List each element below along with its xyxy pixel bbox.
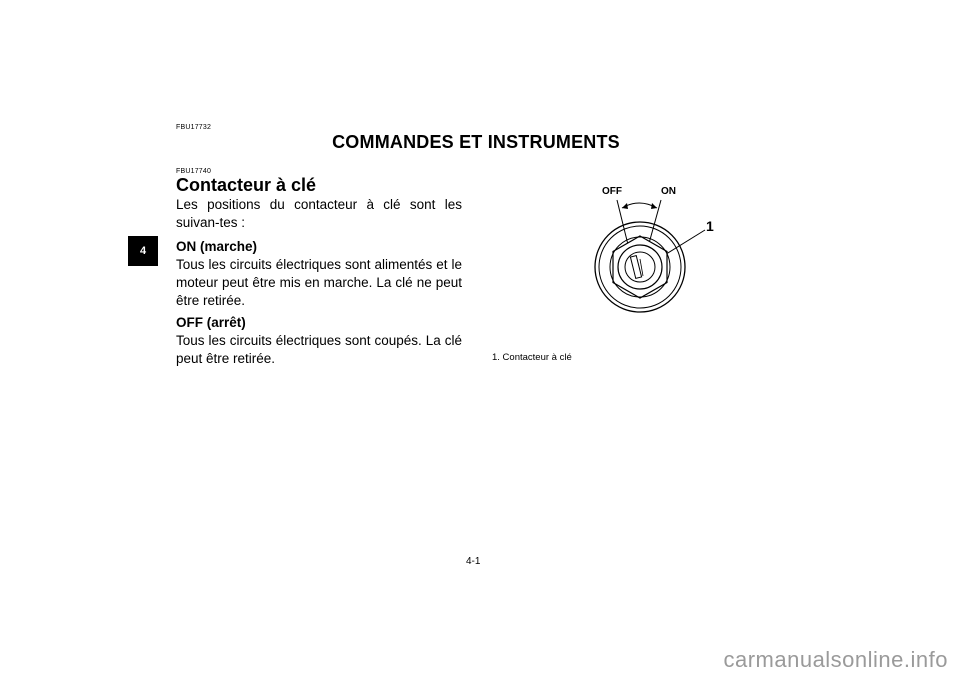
callout-leader — [663, 230, 705, 256]
on-label: ON — [661, 186, 676, 197]
off-label: OFF — [602, 186, 622, 197]
page-title: COMMANDES ET INSTRUMENTS — [332, 132, 620, 152]
position-off-label: OFF (arrêt) — [176, 315, 246, 330]
figure-caption: 1. Contacteur à clé — [492, 352, 572, 363]
arc-arrowhead-right — [651, 203, 657, 209]
chapter-tab: 4 — [128, 236, 158, 266]
callout-number: 1 — [706, 218, 714, 234]
page-number: 4-1 — [466, 556, 481, 567]
arc-arrowhead-left — [622, 203, 628, 209]
watermark: carmanualsonline.info — [723, 647, 948, 672]
section-code: FBU17732 — [176, 124, 212, 131]
position-on-label: ON (marche) — [176, 239, 258, 254]
position-off-text: Tous les circuits électriques sont coupés. La clé peut être retirée. — [176, 333, 462, 366]
key-switch-illustration — [560, 180, 730, 340]
subsection-heading: Contacteur à clé — [176, 175, 317, 195]
intro-paragraph: Les positions du contacteur à clé sont les suivan-tes : — [176, 197, 462, 230]
subsection-code: FBU17740 — [176, 168, 212, 175]
key-switch-figure — [560, 180, 730, 340]
position-on-text: Tous les circuits électriques sont alimentés et le moteur peut être mis en marche. La clé ne peut être retirée. — [176, 257, 462, 308]
